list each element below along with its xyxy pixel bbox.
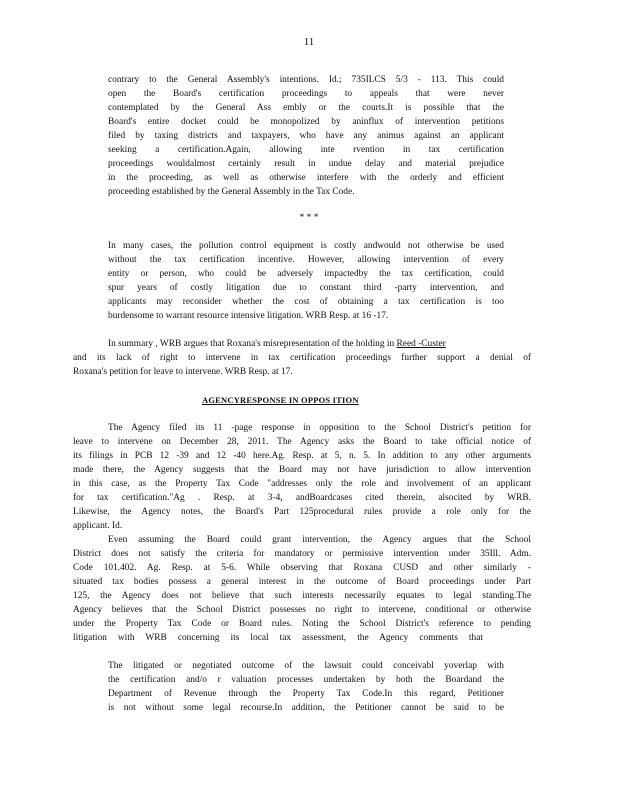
agency-para2-line: 125, the Agency does not believe that such interests necessarily equates to legal standing.The	[73, 591, 531, 601]
quote1-line: filed by taxing districts and taxpayers, who have any animus against an applicant	[108, 131, 504, 141]
quote2-line: applicants may reconsider whether the cost of obtaining a tax certification is too	[108, 297, 504, 307]
quote1-line: proceedings wouldalmost certainly result in undue delay and material prejudice	[108, 159, 504, 169]
case-citation: Reed -Custer	[396, 339, 446, 349]
quote2-line: entity or person, who could be adversely impactedby the tax certification, could	[108, 269, 504, 279]
agency-para2-line: under the Property Tax Code or Board rules. Noting the School District's reference to pending	[73, 619, 531, 629]
agency-para2-line: District does not satisfy the criteria for mandatory or permissive intervention under 35Ill. Adm.	[73, 549, 531, 559]
agency-para1-line: applicant. Id.	[73, 521, 123, 531]
quote3-line: Department of Revenue through the Property Tax Code.In this regard, Petitioner	[108, 689, 504, 699]
page-number: 11	[303, 36, 315, 48]
summary-text: In summary , WRB argues that Roxana's misrepresentation of the holding in	[108, 339, 395, 349]
quote2-line: spur years of costly litigation due to constant third -party intervention, and	[108, 283, 504, 293]
quote3-line: the certification and/o r valuation processes undertaken by both the Boardand the	[108, 675, 504, 685]
quote1-line: proceeding established by the General Assembly in the Tax Code.	[108, 187, 355, 197]
quote2-line: without the tax certification incentive. However, allowing intervention of every	[108, 255, 504, 265]
quote1-line: seeking a certification.Again, allowing inte rvention in tax certification	[108, 145, 504, 155]
quote1-line: in the proceeding, as well as otherwise interfere with the orderly and efficient	[108, 173, 504, 183]
quote1-line: open the Board's certification proceedings to appeals that were never	[108, 89, 504, 99]
agency-para2-line: situated tax bodies possess a general interest in the outcome of Board proceedings under Part	[73, 577, 531, 587]
agency-para2-line: Code 101.402. Ag. Resp. at 5-6. While observing that Roxana CUSD and other similarly -	[73, 563, 531, 573]
section-separator: * * *	[299, 213, 319, 223]
agency-para1-line: The Agency filed its 11 -page response in opposition to the School District's petition for	[108, 423, 531, 433]
agency-para1-line: its filings in PCB 12 -39 and 12 -40 here.Ag. Resp. at 5, n. 5. In addition to any other arguments	[73, 451, 531, 461]
quote1-line: contrary to the General Assembly's intentions. Id.; 735ILCS 5/3 - 113. This could	[108, 75, 504, 85]
summary-line-3: Roxana's petition for leave to intervene. WRB Resp. at 17.	[73, 367, 293, 377]
agency-para2-line: Agency believes that the School District possesses no right to intervene, conditional or otherwise	[73, 605, 531, 615]
section-heading: AGENCYRESPONSE IN OPPOS ITION	[202, 395, 359, 405]
agency-para1-line: Likewise, the Agency notes, the Board's Part 125procedural rules provide a role only for the	[73, 507, 531, 517]
quote1-line: contemplated by the General Ass embly or the courts.It is possible that the	[108, 103, 504, 113]
agency-para1-line: for tax certification."Ag . Resp. at 3-4, andBoardcases cited therein, alsocited by WRB.	[73, 493, 531, 503]
agency-para1-line: made there, the Agency suggests that the Board may not have jurisdiction to allow intervention	[73, 465, 531, 475]
summary-line-2: and its lack of right to intervene in tax certification proceedings further support a denial of	[73, 353, 531, 363]
quote3-line: The litigated or negotiated outcome of the lawsuit could conceivabl yoverlap with	[108, 661, 504, 671]
quote2-line: burdensome to warrant resource intensive litigation. WRB Resp. at 16 -17.	[108, 311, 389, 321]
agency-para1-line: in this case, as the Property Tax Code "addresses only the role and involvement of an applicant	[73, 479, 531, 489]
agency-para2-line: litigation with WRB concerning its local tax assessment, the Agency comments that	[73, 633, 483, 643]
quote1-line: Board's entire docket could be monopolized by aninflux of intervention petitions	[108, 117, 504, 127]
summary-line-1	[108, 338, 540, 350]
agency-para1-line: leave to intervene on December 28, 2011. The Agency asks the Board to take official notice of	[73, 437, 531, 447]
quote2-line: In many cases, the pollution control equipment is costly andwould not otherwise be used	[108, 241, 504, 251]
agency-para2-line: Even assuming the Board could grant intervention, the Agency argues that the School	[108, 535, 531, 545]
quote3-line: is not without some legal recourse.In addition, the Petitioner cannot be said to be	[108, 703, 504, 713]
